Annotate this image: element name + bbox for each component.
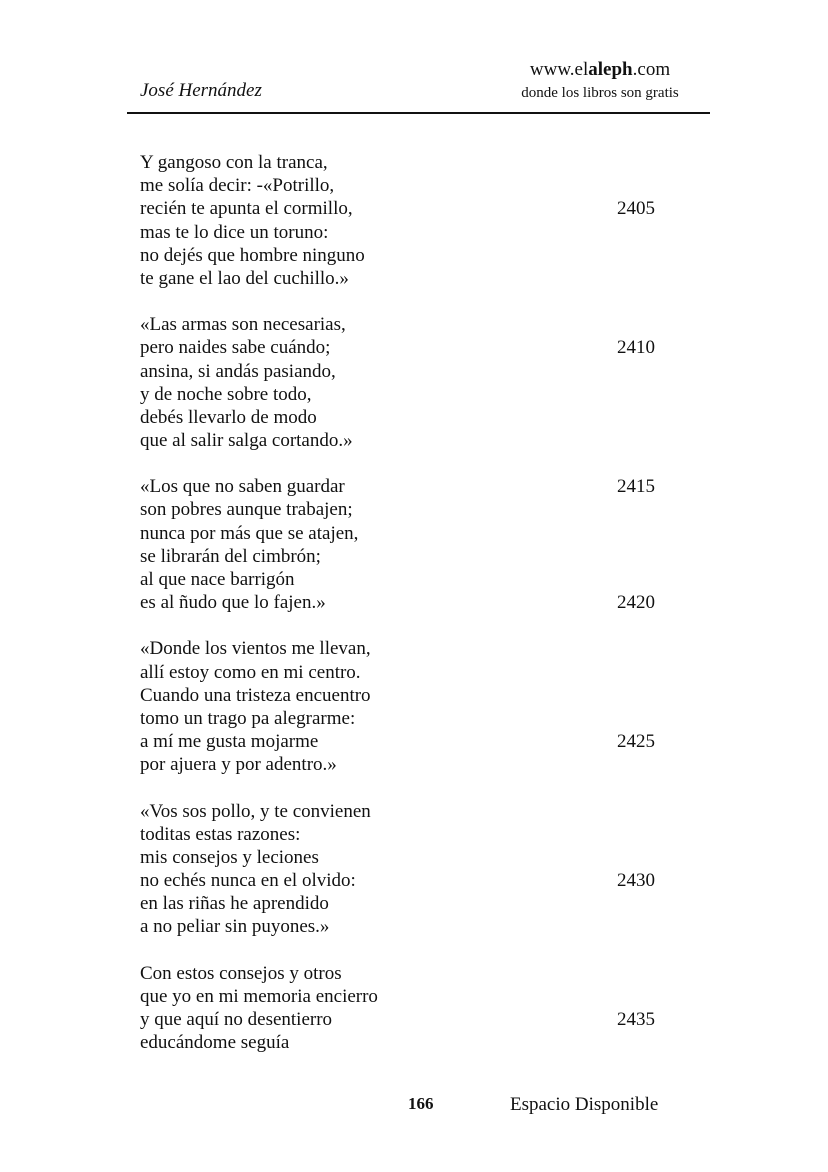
verse-line [140,545,680,568]
verse-line [140,221,680,244]
verse-line [140,684,680,707]
verse-text: pero naides sabe cuándo; [140,337,331,359]
verse-text: se librarán del cimbrón; [140,545,321,567]
verse-text: es al ñudo que lo fajen.» [140,592,326,614]
verse-text: mis consejos y leciones [140,846,319,868]
verse-line [140,383,680,406]
verse-number: 2420 [617,592,655,614]
verse-text: allí estoy como en mi centro. [140,661,361,683]
verse-text: no dejés que hombre ninguno [140,244,365,266]
verse-line [140,568,680,591]
stanza [140,313,680,452]
page-number: 166 [408,1094,434,1113]
verse-text: ansina, si andás pasiando, [140,360,336,382]
verse-line [140,429,680,452]
verse-text: «Donde los vientos me llevan, [140,638,371,660]
verse-text: nunca por más que se atajen, [140,522,359,544]
verse-text: «Las armas son necesarias, [140,314,346,336]
verse-line [140,267,680,290]
footer-note: Espacio Disponible [510,1094,659,1115]
verse-text: recién te apunta el cormillo, [140,198,353,220]
verse-text: al que nace barrigón [140,569,295,590]
verse-line [140,707,680,730]
verse-number: 2430 [617,870,655,892]
verse-line [140,174,680,197]
verse-text: mas te lo dice un toruno: [140,221,329,243]
stanza [140,475,680,614]
verse-number: 2410 [617,337,655,359]
site-url-suffix: .com [632,59,671,80]
verse-line [140,197,680,220]
verse-text: me solía decir: -«Potrillo, [140,175,335,197]
verse-line [140,244,680,267]
site-url-prefix: www.el [529,59,589,80]
verse-line [140,336,680,359]
verse-text: Con estos consejos y otros [140,962,342,984]
poem-body [140,151,680,1077]
verse-line [140,823,680,846]
verse-text: Y gangoso con la tranca, [140,152,328,173]
verse-text: en las riñas he aprendido [140,893,329,915]
verse-line [140,637,680,660]
verse-text: tomo un trago pa alegrarme: [140,707,356,729]
verse-line [140,730,680,753]
verse-text: debés llevarlo de modo [140,406,317,428]
verse-line [140,498,680,521]
stanza [140,800,680,939]
verse-line [140,406,680,429]
verse-line [140,800,680,823]
header-divider [127,112,710,114]
verse-text: educándome seguía [140,1032,290,1054]
verse-line [140,522,680,545]
verse-line [140,591,680,614]
verse-line [140,661,680,684]
verse-number: 2405 [617,198,655,220]
verse-line [140,892,680,915]
verse-number: 2435 [617,1009,655,1030]
stanza [140,637,680,776]
stanza [140,151,680,290]
verse-line [140,151,680,174]
verse-line [140,313,680,336]
verse-line [140,985,680,1008]
verse-text: toditas estas razones: [140,823,301,845]
verse-line [140,915,680,938]
verse-line [140,360,680,383]
verse-line [140,869,680,892]
verse-text: te gane el lao del cuchillo.» [140,267,349,289]
verse-text: son pobres aunque trabajen; [140,499,353,521]
verse-text: que al salir salga cortando.» [140,430,353,452]
verse-number: 2425 [617,731,655,753]
verse-text: y de noche sobre todo, [140,383,312,405]
verse-text: y que aquí no desentierro [140,1009,333,1030]
verse-text: por ajuera y por adentro.» [140,754,337,776]
verse-text: «Los que no saben guardar [140,476,345,498]
verse-line [140,962,680,985]
verse-text: a mí me gusta mojarme [140,731,319,753]
verse-line [140,753,680,776]
verse-line [140,475,680,498]
verse-number: 2415 [617,476,655,498]
verse-text: no echés nunca en el olvido: [140,870,356,892]
verse-text: a no peliar sin puyones.» [140,916,330,938]
site-tagline: donde los libros son gratis [521,85,679,101]
verse-line [140,1031,680,1054]
verse-line [140,846,680,869]
site-url-brand: aleph [588,59,633,80]
site-url[interactable] [500,58,700,82]
verse-text: Cuando una tristeza encuentro [140,684,371,706]
site-header [500,58,700,104]
verse-text: que yo en mi memoria encierro [140,985,378,1007]
author-name: José Hernández [140,80,262,101]
verse-line [140,1008,680,1031]
verse-text: «Vos sos pollo, y te convienen [140,800,371,822]
stanza [140,962,680,1055]
